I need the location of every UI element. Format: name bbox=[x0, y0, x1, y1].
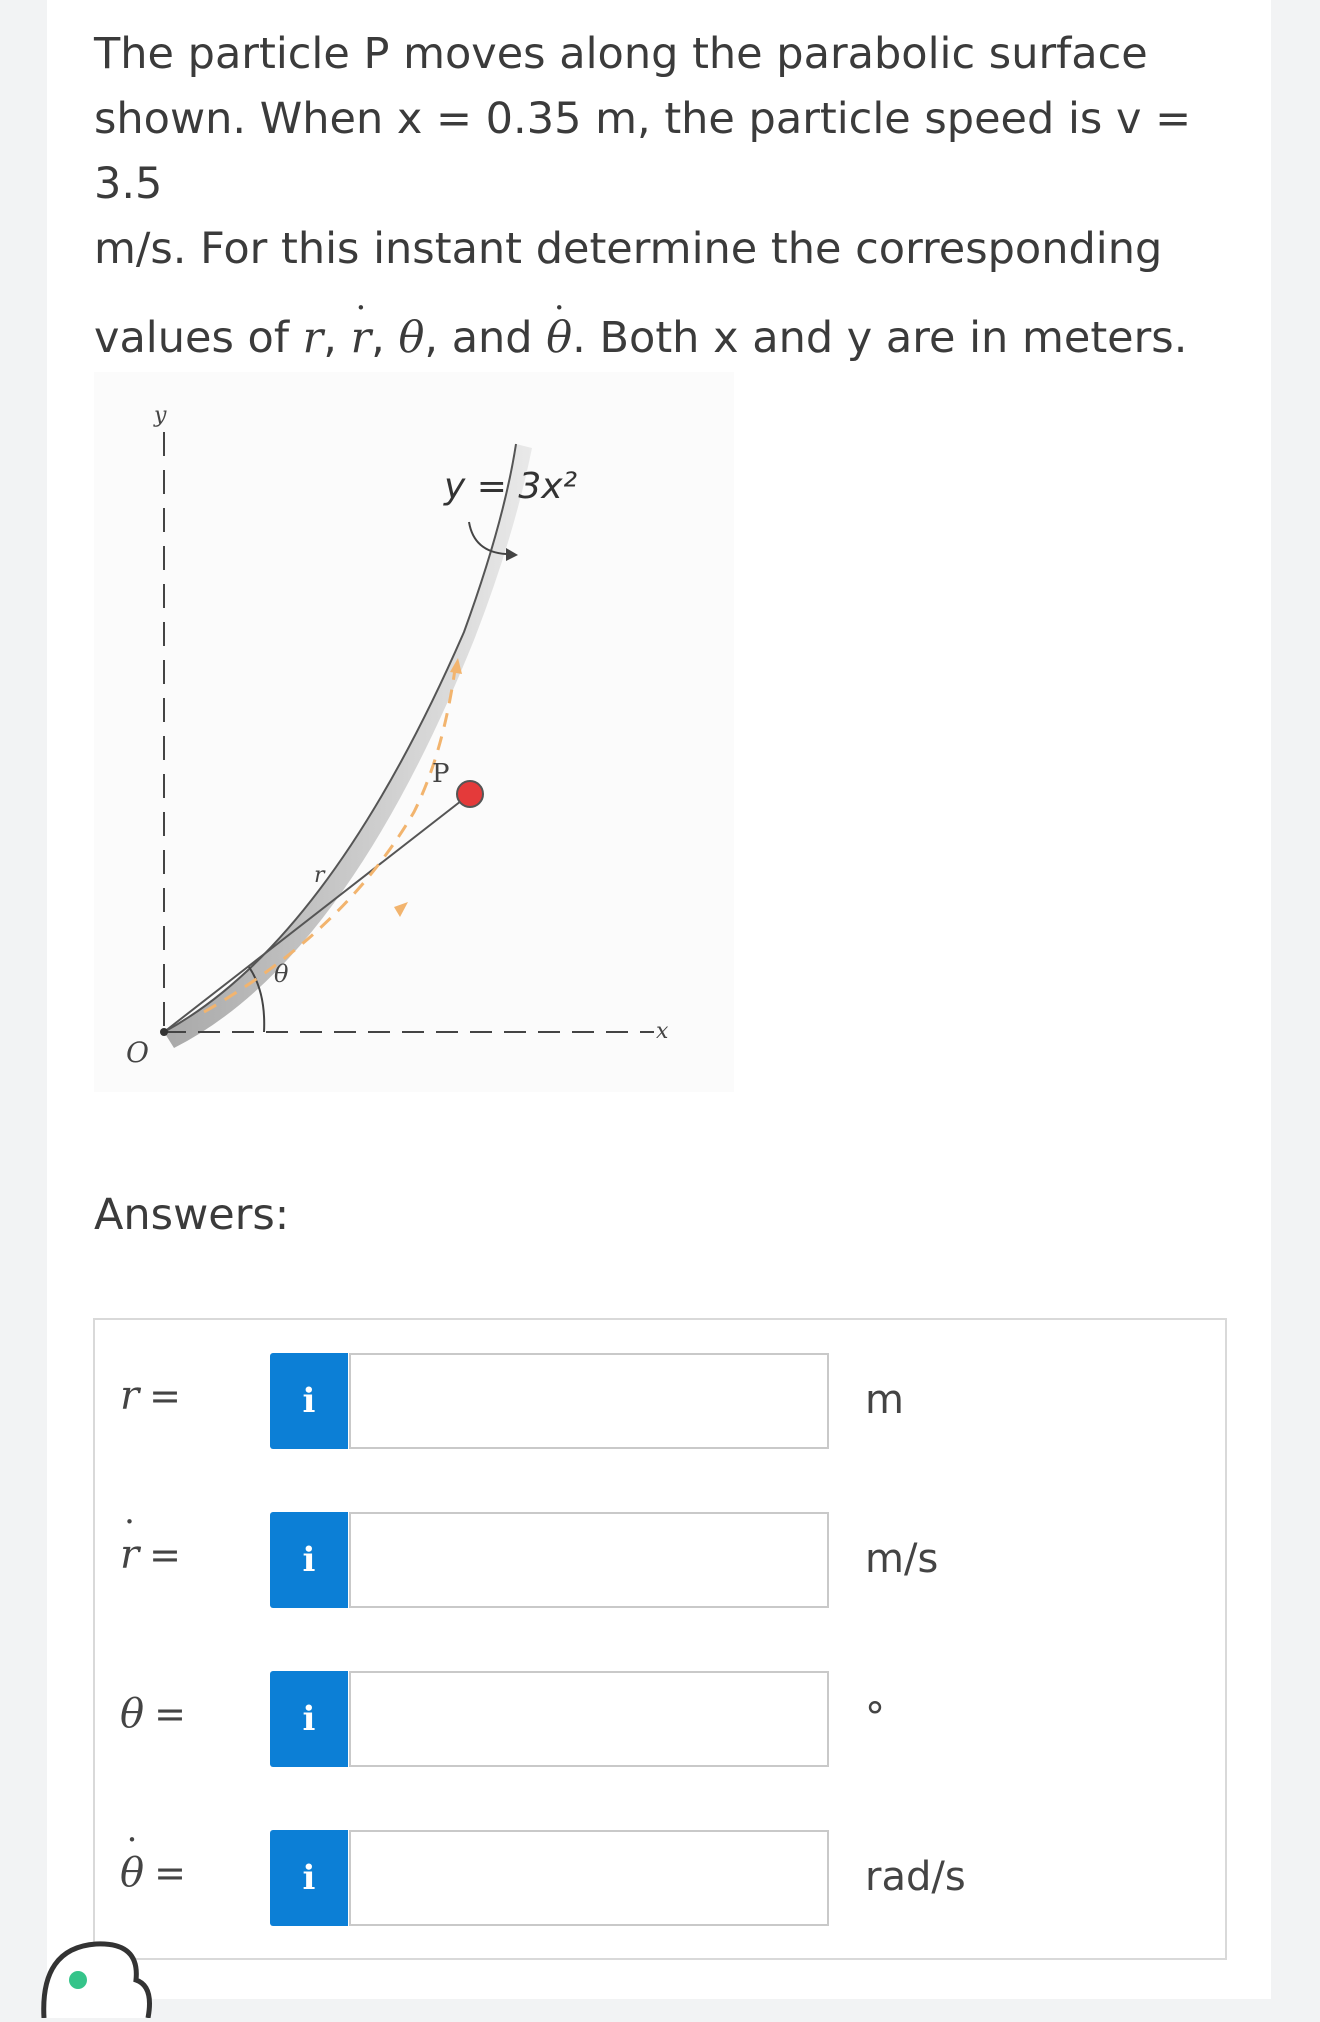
equals-sign: = bbox=[149, 1533, 181, 1577]
x-axis-label: x bbox=[656, 1019, 669, 1044]
avatar-icon bbox=[36, 1938, 156, 2018]
status-dot bbox=[69, 1971, 87, 1989]
unit-label: ° bbox=[865, 1695, 885, 1741]
symbol-theta-dot: θ · bbox=[546, 306, 572, 371]
particle-p bbox=[457, 781, 483, 807]
answer-symbol: θ bbox=[120, 1691, 145, 1737]
r-vector-line bbox=[164, 794, 470, 1032]
answer-input-theta-dot[interactable] bbox=[349, 1830, 829, 1926]
info-button[interactable]: i bbox=[270, 1512, 348, 1608]
answer-label-theta-dot bbox=[120, 1850, 186, 1896]
answer-label-theta bbox=[120, 1691, 186, 1737]
symbol-theta: θ bbox=[398, 313, 425, 363]
question-line-4-pre: values of bbox=[94, 313, 289, 363]
question-line-1: The particle P moves along the parabolic surface bbox=[94, 29, 1148, 79]
parabola-figure bbox=[94, 372, 734, 1092]
answer-label-r-dot bbox=[120, 1532, 181, 1578]
info-button[interactable]: i bbox=[270, 1353, 348, 1449]
info-button[interactable]: i bbox=[270, 1830, 348, 1926]
unit-label: m bbox=[865, 1377, 904, 1423]
question-line-3: m/s. For this instant determine the corresponding bbox=[94, 224, 1163, 274]
theta-label: θ bbox=[274, 960, 289, 988]
trajectory-path bbox=[204, 662, 456, 1012]
trajectory-arrowhead-1 bbox=[394, 902, 408, 917]
equals-sign: = bbox=[154, 1851, 186, 1895]
particle-label: P bbox=[432, 759, 450, 789]
question-line-4-post: . Both x and y are in meters. bbox=[572, 313, 1188, 363]
y-axis-label: y bbox=[154, 403, 167, 428]
question-text bbox=[94, 22, 1214, 371]
answer-input-r[interactable] bbox=[349, 1353, 829, 1449]
question-line-4-mid: , and bbox=[424, 313, 533, 363]
answer-symbol: θ · bbox=[120, 1850, 144, 1896]
question-line-4: values of r, r ·, θ, and θ ·. Both x and y are in meters. bbox=[94, 306, 1214, 371]
info-button[interactable]: i bbox=[270, 1671, 348, 1767]
assistant-avatar[interactable] bbox=[36, 1938, 156, 2018]
answer-symbol: r · bbox=[120, 1532, 139, 1578]
answers-panel bbox=[93, 1318, 1227, 1960]
answer-row-theta-dot bbox=[95, 1830, 1225, 1926]
answer-row-theta bbox=[95, 1671, 1225, 1767]
figure-diagram bbox=[94, 372, 734, 1092]
equals-sign: = bbox=[149, 1374, 181, 1418]
answer-row-r bbox=[95, 1353, 1225, 1449]
parabolic-surface bbox=[164, 444, 532, 1048]
origin-point bbox=[160, 1028, 168, 1036]
answer-input-theta[interactable] bbox=[349, 1671, 829, 1767]
answer-label-r bbox=[120, 1373, 181, 1419]
question-line-2: shown. When x = 0.35 m, the particle speed is v = 3.5 bbox=[94, 94, 1192, 209]
symbol-r: r bbox=[302, 313, 324, 363]
r-label: r bbox=[314, 863, 325, 888]
unit-label: rad/s bbox=[865, 1854, 966, 1900]
equation-label: y = 3x² bbox=[444, 466, 577, 507]
answer-input-r-dot[interactable] bbox=[349, 1512, 829, 1608]
equation-arrowhead bbox=[506, 548, 518, 561]
parabola-curve bbox=[164, 444, 516, 1032]
unit-label: m/s bbox=[865, 1536, 939, 1582]
answer-symbol: r bbox=[120, 1373, 140, 1419]
symbol-r-dot: r · bbox=[351, 306, 372, 371]
answer-row-r-dot bbox=[95, 1512, 1225, 1608]
origin-label: O bbox=[126, 1036, 149, 1069]
equals-sign: = bbox=[154, 1692, 186, 1736]
answers-heading: Answers: bbox=[94, 1190, 290, 1240]
